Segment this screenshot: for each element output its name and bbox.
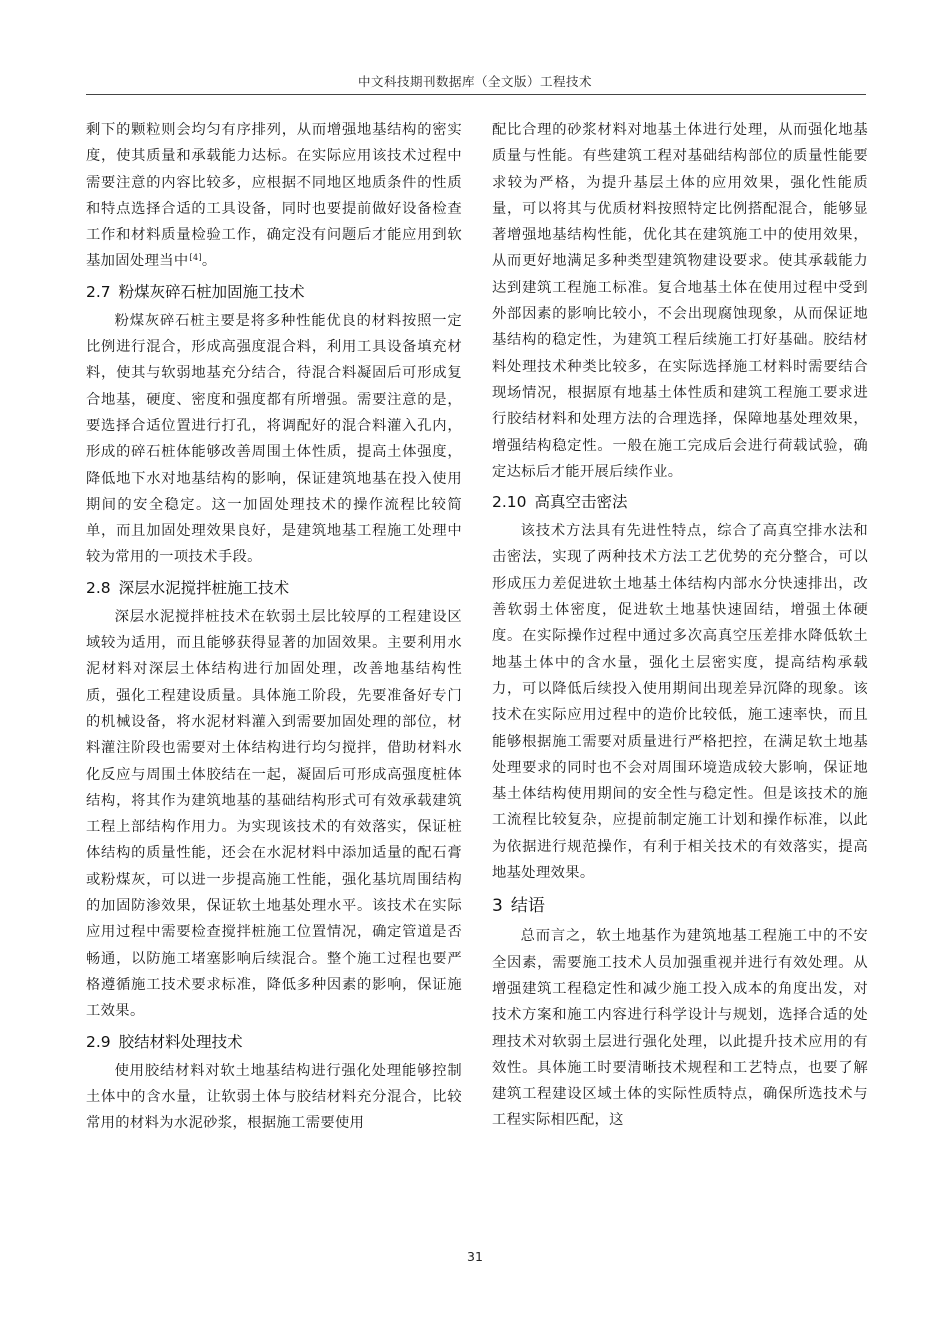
section-number: 2.8: [86, 578, 111, 597]
section-heading-2-9: [86, 1030, 462, 1054]
paragraph-text: 剩下的颗粒则会均匀有序排列，从而增强地基结构的密实度，使其质量和承载能力达标。在实际应用该技术过程中需要注意的内容比较多，应根据不同地区地质条件的性质和特点选择合适的工具设备，同时也要提前做好设备检查工作和材料质量检验工作，确定没有问题后才能应用到软基加固处理当中: [86, 122, 462, 270]
section-title: 胶结材料处理技术: [118, 1032, 243, 1051]
paragraph-continued: [86, 117, 462, 275]
header-rule: [86, 94, 866, 95]
section-heading-3: [492, 894, 868, 918]
section-heading-2-10: [492, 490, 868, 514]
paragraph: 粉煤灰碎石桩主要是将多种性能优良的材料按照一定比例进行混合，形成高强度混合料，利用工具设备填充材料，使其与软弱地基充分结合，待混合料凝固后可形成复合地基，硬度、密度和强度都有所增强。需要注意的是，要选择合适位置进行打孔，将调配好的混合料灌入孔内，形成的碎石桩体能够改善周围土体性质，提高土体强度，降低地下水对地基结构的影响，保证建筑地基在投入使用期间的安全稳定。这一加固处理技术的操作流程比较简单，而且加固处理效果良好，是建筑地基工程施工处理中较为常用的一项技术手段。: [86, 312, 462, 566]
paragraph: 深层水泥搅拌桩技术在软弱土层比较厚的工程建设区域较为适用，而且能够获得显著的加固效果。主要利用水泥材料对深层土体结构进行加固处理，改善地基结构性质，强化工程建设质量。具体施工阶段，先要准备好专门的机械设备，将水泥材料灌入到需要加固处理的部位，材料灌注阶段也需要对土体结构进行均匀搅拌，借助材料水化反应与周围土体胶结在一起，凝固后可形成高强度桩体结构，将其作为建筑地基的基础结构形式可有效承载建筑工程上部结构作用力。为实现该技术的有效落实，保证桩体结构的质量性能，还会在水泥材料中添加适量的配石膏或粉煤灰，可以进一步提高施工性能，强化基坑周围结构的加固防渗效果，保证软土地基处理水平。该技术在实际应用过程中需要检查搅拌桩施工位置情况，确定管道是否畅通，以防施工堵塞影响后续混合。整个施工过程也要严格遵循施工技术要求标准，降低多种因素的影响，保证施工效果。: [86, 608, 462, 1020]
section-heading-2-8: [86, 576, 462, 600]
paragraph: 该技术方法具有先进性特点，综合了高真空排水法和击密法，实现了两种技术方法工艺优势的充分整合，可以形成压力差促进软土地基土体结构内部水分快速排出，改善软弱土体密度，促进软土地基快速固结，增强土体硬度。在实际操作过程中通过多次高真空压差排水降低软土地基土体中的含水量，强化土层密实度，提高结构承载力，可以降低后续投入使用期间出现差异沉降的现象。该技术在实际应用过程中的造价比较低，施工速率快，而且能够根据施工需要对质量进行严格把控，在满足软土地基处理要求的同时也不会对周围环境造成较大影响，保证地基土体结构使用期间的安全性与稳定性。但是该技术的施工流程比较复杂，应提前制定施工计划和操作标准，以此为依据进行规范操作，有利于相关技术的有效落实，提高地基处理效果。: [492, 523, 868, 882]
section-title: 结语: [510, 896, 545, 917]
section-title: 粉煤灰碎石桩加固施工技术: [118, 282, 305, 301]
section-title: 高真空击密法: [534, 493, 628, 512]
section-title: 深层水泥搅拌桩施工技术: [118, 578, 290, 597]
section-heading-2-7: [86, 280, 462, 304]
paragraph-continued: 配比合理的砂浆材料对地基土体进行处理，从而强化地基质量与性能。有些建筑工程对基础结构部位的质量性能要求较为严格，为提升基层土体的应用效果，强化性能质量，可以将其与优质材料按照特定比例搭配混合，能够显著增强地基结构性能，优化其在建筑施工中的使用效果，从而更好地满足多种类型建筑物建设要求。使其承载能力达到建筑工程施工标准。复合地基土体在使用过程中受到外部因素的影响比较小，不会出现腐蚀现象，从而保证地基结构的稳定性，为建筑工程后续施工打好基础。胶结材料处理技术种类比较多，在实际选择施工材料时需要结合现场情况，根据原有地基土体性质和建筑工程施工要求进行胶结材料和处理方法的合理选择，保障地基处理效果，增强结构稳定性。一般在施工完成后会进行荷载试验，确定达标后才能开展后续作业。: [492, 122, 868, 480]
running-header: 中文科技期刊数据库（全文版）工程技术: [357, 74, 592, 89]
paragraph: 使用胶结材料对软土地基结构进行强化处理能够控制土体中的含水量，让软弱土体与胶结材料充分混合，比较常用的材料为水泥砂浆，根据施工需要使用: [86, 1062, 462, 1132]
section-number: 2.7: [86, 282, 111, 301]
paragraph: 总而言之，软土地基作为建筑地基工程施工中的不安全因素，需要施工技术人员加强重视并进行有效处理。从增强建筑工程稳定性和减少施工投入成本的角度出发，对技术方案和施工内容进行科学设计与规划，选择合适的处理技术对软弱土层进行强化处理，以此提升技术应用的有效性。具体施工时要清晰技术规程和工艺特点，也要了解建筑工程建设区域土体的实际性质特点，确保所选技术与工程实际相匹配，这: [492, 928, 868, 1129]
section-number: 3: [492, 896, 503, 917]
section-number: 2.9: [86, 1032, 111, 1051]
page-number: 31: [467, 1249, 483, 1264]
paragraph-end: 。: [201, 253, 217, 270]
right-column: [492, 117, 868, 1134]
section-number: 2.10: [492, 493, 527, 512]
left-column: [86, 117, 462, 1136]
citation-ref: [4]: [189, 253, 202, 263]
